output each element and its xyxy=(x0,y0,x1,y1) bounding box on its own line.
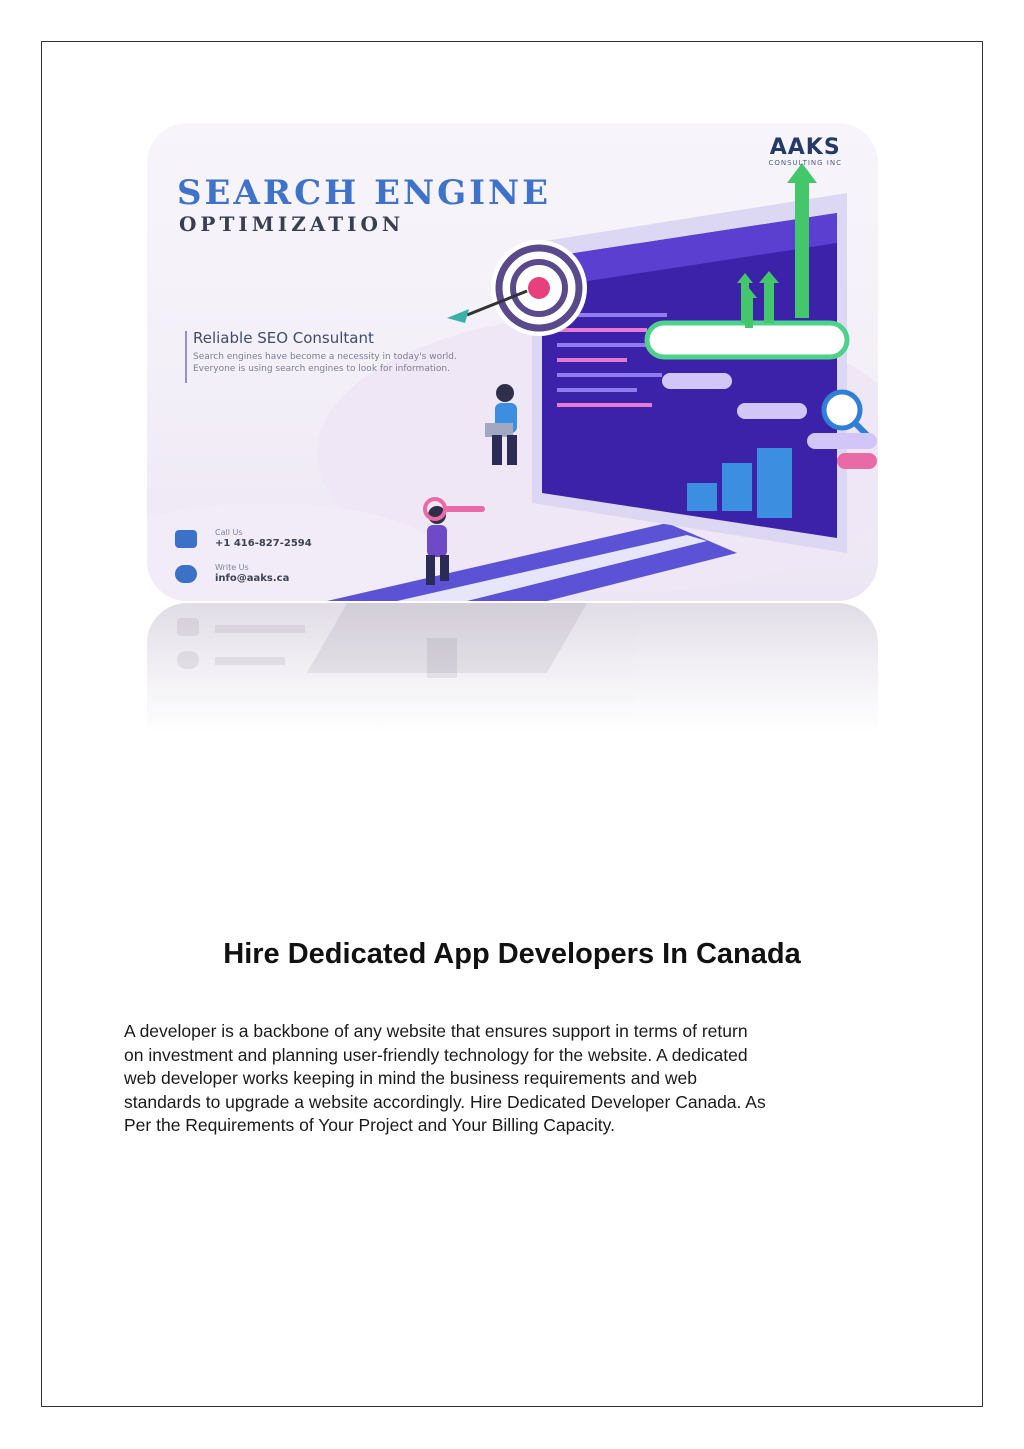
banner-title-line2: OPTIMIZATION xyxy=(179,212,405,236)
logo-subtitle: CONSULTING INC xyxy=(768,159,842,167)
paragraph-line: A developer is a backbone of any website that ensures support in terms of return xyxy=(124,1021,748,1041)
contact-phone-value: +1 416-827-2594 xyxy=(215,538,312,549)
banner-reflection xyxy=(147,603,878,733)
contact-email-label: Write Us xyxy=(215,563,249,572)
banner-description: Search engines have become a necessity in today's world. Everyone is using search engines to look for information. xyxy=(193,352,457,374)
contact-phone-label: Call Us xyxy=(215,528,243,537)
seo-banner-image xyxy=(147,123,878,601)
paragraph-line: standards to upgrade a website accordingly. Hire Dedicated Developer Canada. As xyxy=(124,1091,766,1112)
paragraph-line: web developer works keeping in mind the business requirements and web xyxy=(124,1068,697,1088)
search-bar-graphic xyxy=(647,323,847,357)
paragraph-line: Per the Requirements of Your Project and Your Billing Capacity. xyxy=(124,1115,615,1135)
page-heading: Hire Dedicated App Developers In Canada xyxy=(223,938,801,970)
article-paragraph xyxy=(124,1020,904,1138)
banner-subtitle: Reliable SEO Consultant xyxy=(193,329,374,347)
email-icon xyxy=(175,565,197,583)
paragraph-line: on investment and planning user-friendly technology for the website. A dedicated xyxy=(124,1044,748,1065)
phone-icon xyxy=(175,530,197,548)
target-graphic xyxy=(447,240,587,336)
contact-email-value: info@aaks.ca xyxy=(215,573,290,584)
magnifier-graphic xyxy=(824,392,860,428)
aaks-logo xyxy=(768,137,842,167)
logo-mark: AAKS xyxy=(769,135,841,160)
banner-accent-rule xyxy=(185,331,187,383)
banner-title-line1: SEARCH ENGINE xyxy=(177,173,552,213)
